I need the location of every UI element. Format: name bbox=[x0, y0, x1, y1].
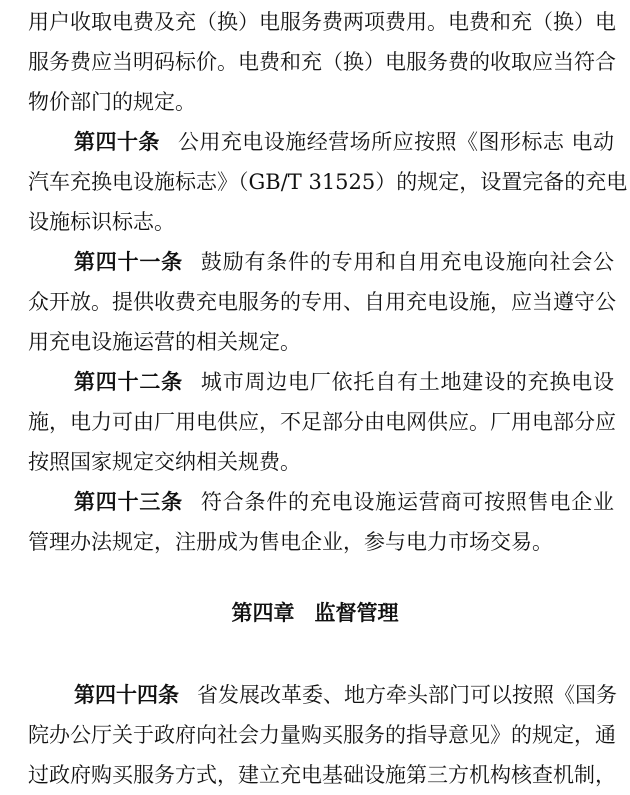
article-41-first-line bbox=[74, 250, 614, 274]
article-number: 第四十四条 bbox=[74, 683, 179, 707]
article-text: 城市周边电厂依托自有土地建设的充换电设 bbox=[200, 370, 615, 394]
article-number: 第四十一条 bbox=[74, 250, 183, 274]
chapter-heading bbox=[0, 601, 630, 625]
paragraph-line: 用充电设施运营的相关规定。 bbox=[28, 330, 301, 354]
paragraph-line: 过政府购买服务方式，建立充电基础设施第三方机构核查机制， bbox=[28, 763, 616, 787]
paragraph-line: 院办公厅关于政府向社会力量购买服务的指导意见》的规定，通 bbox=[28, 723, 616, 747]
article-text: 省发展改革委、地方牵头部门可以按照《国务 bbox=[197, 683, 617, 707]
article-44-first-line bbox=[74, 683, 617, 707]
article-number: 第四十三条 bbox=[74, 490, 183, 514]
article-40-first-line bbox=[74, 130, 614, 154]
paragraph-line: 众开放。提供收费充电服务的专用、自用充电设施，应当遵守公 bbox=[28, 290, 616, 314]
article-number: 第四十二条 bbox=[74, 370, 183, 394]
paragraph-line: 管理办法规定，注册成为售电企业，参与电力市场交易。 bbox=[28, 530, 553, 554]
article-42-first-line bbox=[74, 370, 614, 394]
article-text: 公用充电设施经营场所应按照《图形标志 电动 bbox=[177, 130, 614, 154]
paragraph-line: 服务费应当明码标价。电费和充（换）电服务费的收取应当符合 bbox=[28, 50, 616, 74]
article-43-first-line bbox=[74, 490, 614, 514]
chapter-number: 第四章 bbox=[231, 601, 295, 625]
article-text: 符合条件的充电设施运营商可按照售电企业 bbox=[200, 490, 615, 514]
paragraph-line: 用户收取电费及充（换）电服务费两项费用。电费和充（换）电 bbox=[28, 10, 616, 34]
paragraph-line: 按照国家规定交纳相关规费。 bbox=[28, 450, 301, 474]
paragraph-line: 施，电力可由厂用电供应，不足部分由电网供应。厂用电部分应 bbox=[28, 410, 616, 434]
paragraph-line: 汽车充换电设施标志》（GB/T 31525）的规定，设置完备的充电 bbox=[28, 170, 628, 194]
paragraph-line: 设施标识标志。 bbox=[28, 210, 175, 234]
chapter-title: 监督管理 bbox=[314, 601, 399, 625]
paragraph-line: 物价部门的规定。 bbox=[28, 90, 196, 114]
article-text: 鼓励有条件的专用和自用充电设施向社会公 bbox=[200, 250, 615, 274]
article-number: 第四十条 bbox=[74, 130, 160, 154]
